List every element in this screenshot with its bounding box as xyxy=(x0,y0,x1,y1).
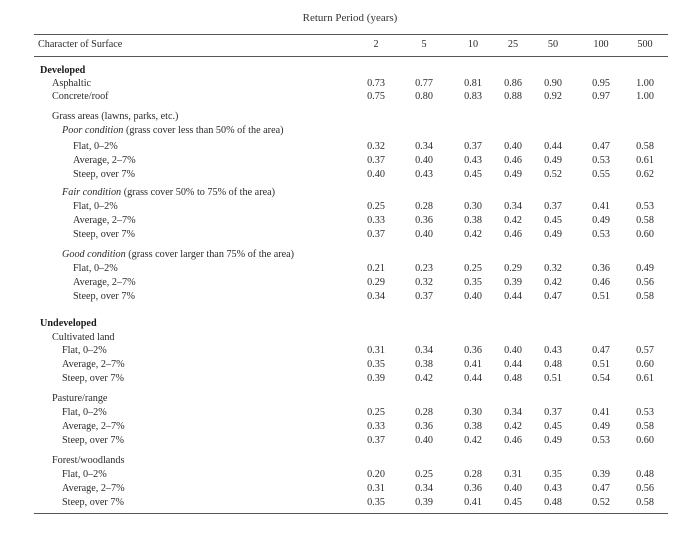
table-cell: 0.58 xyxy=(636,497,654,508)
row-label: Average, 2–7% xyxy=(73,277,136,288)
table-cell: 0.58 xyxy=(636,291,654,302)
table-cell: 0.49 xyxy=(636,263,654,274)
table-cell: 0.43 xyxy=(544,483,562,494)
table-cell: 0.39 xyxy=(592,469,610,480)
table-cell: 0.34 xyxy=(367,291,385,302)
table-row xyxy=(0,77,700,91)
header-period: 25 xyxy=(507,39,519,50)
table-cell: 0.37 xyxy=(367,155,385,166)
group-label-row xyxy=(0,186,700,200)
row-label: Flat, 0–2% xyxy=(62,345,107,356)
table-cell: 0.36 xyxy=(464,483,482,494)
table-cell: 0.42 xyxy=(464,229,482,240)
table-cell: 0.51 xyxy=(592,291,610,302)
table-cell: 0.31 xyxy=(367,483,385,494)
bottom-rule xyxy=(34,513,668,514)
section-heading-row xyxy=(0,64,700,78)
table-cell: 0.49 xyxy=(544,229,562,240)
table-cell: 0.46 xyxy=(504,435,522,446)
table-row xyxy=(0,154,700,168)
table-cell: 0.56 xyxy=(636,277,654,288)
table-caption: Return Period (years) xyxy=(302,12,398,24)
condition-description: (grass cover 50% to 75% of the area) xyxy=(121,187,276,198)
row-label: Steep, over 7% xyxy=(73,229,135,240)
table-cell: 0.57 xyxy=(636,345,654,356)
table-cell: 0.83 xyxy=(464,91,482,102)
table-cell: 0.35 xyxy=(464,277,482,288)
table-cell: 0.41 xyxy=(464,359,482,370)
table-cell: 0.42 xyxy=(504,421,522,432)
table-cell: 0.60 xyxy=(636,435,654,446)
table-cell: 0.58 xyxy=(636,421,654,432)
table-cell: 0.28 xyxy=(464,469,482,480)
table-cell: 0.34 xyxy=(504,201,522,212)
table-cell: 0.53 xyxy=(592,435,610,446)
table-row xyxy=(0,200,700,214)
group-label-row xyxy=(0,124,700,138)
table-cell: 0.40 xyxy=(504,345,522,356)
table-cell: 0.56 xyxy=(636,483,654,494)
table-row xyxy=(0,90,700,104)
table-cell: 0.52 xyxy=(544,169,562,180)
table-cell: 0.40 xyxy=(464,291,482,302)
table-cell: 0.44 xyxy=(504,291,522,302)
table-cell: 1.00 xyxy=(636,91,654,102)
table-cell: 0.51 xyxy=(592,359,610,370)
table-cell: 0.49 xyxy=(592,421,610,432)
table-cell: 0.39 xyxy=(504,277,522,288)
table-cell: 0.43 xyxy=(464,155,482,166)
table-row xyxy=(0,168,700,182)
table-cell: 0.31 xyxy=(367,345,385,356)
condition-name: Fair condition xyxy=(62,187,122,198)
table-cell: 0.47 xyxy=(592,483,610,494)
section-heading: Undeveloped xyxy=(40,318,97,329)
condition-name: Poor condition xyxy=(62,125,124,136)
row-label: Steep, over 7% xyxy=(73,291,135,302)
table-cell: 0.58 xyxy=(636,141,654,152)
table-cell: 0.48 xyxy=(636,469,654,480)
table-cell: 0.53 xyxy=(636,201,654,212)
group-label-row xyxy=(0,392,700,406)
table-row xyxy=(0,372,700,386)
table-cell: 0.80 xyxy=(415,91,433,102)
table-cell: 0.44 xyxy=(464,373,482,384)
row-label: Average, 2–7% xyxy=(73,155,136,166)
table-row xyxy=(0,434,700,448)
table-cell: 0.53 xyxy=(592,229,610,240)
table-cell: 0.40 xyxy=(415,229,433,240)
row-label: Average, 2–7% xyxy=(73,215,136,226)
row-label: Average, 2–7% xyxy=(62,359,125,370)
table-cell: 0.34 xyxy=(415,141,433,152)
row-label: Flat, 0–2% xyxy=(73,263,118,274)
group-label-row xyxy=(0,331,700,345)
table-cell: 0.40 xyxy=(415,155,433,166)
table-cell: 0.37 xyxy=(367,229,385,240)
condition-name: Good condition xyxy=(62,249,126,260)
table-cell: 0.21 xyxy=(367,263,385,274)
table-cell: 0.54 xyxy=(592,373,610,384)
table-cell: 0.48 xyxy=(504,373,522,384)
condition-label xyxy=(62,186,275,200)
table-row xyxy=(0,290,700,304)
table-row xyxy=(0,344,700,358)
table-cell: 0.34 xyxy=(415,483,433,494)
table-cell: 0.40 xyxy=(415,435,433,446)
row-label: Flat, 0–2% xyxy=(62,407,107,418)
table-cell: 0.45 xyxy=(544,215,562,226)
table-cell: 0.46 xyxy=(504,229,522,240)
table-cell: 0.37 xyxy=(464,141,482,152)
row-label: Steep, over 7% xyxy=(62,497,124,508)
table-cell: 0.47 xyxy=(592,141,610,152)
header-period: 5 xyxy=(421,39,427,50)
table-cell: 0.47 xyxy=(592,345,610,356)
table-cell: 0.47 xyxy=(544,291,562,302)
table-row xyxy=(0,276,700,290)
table-cell: 0.41 xyxy=(592,407,610,418)
table-row xyxy=(0,406,700,420)
table-cell: 0.25 xyxy=(367,407,385,418)
table-cell: 0.43 xyxy=(415,169,433,180)
table-cell: 0.32 xyxy=(367,141,385,152)
group-label-row xyxy=(0,110,700,124)
table-cell: 0.25 xyxy=(415,469,433,480)
table-cell: 0.37 xyxy=(367,435,385,446)
group-label-row xyxy=(0,248,700,262)
table-cell: 0.34 xyxy=(415,345,433,356)
table-cell: 0.52 xyxy=(592,497,610,508)
condition-description: (grass cover larger than 75% of the area) xyxy=(125,249,295,260)
group-label: Pasture/range xyxy=(52,393,108,404)
table-row xyxy=(0,420,700,434)
table-cell: 0.25 xyxy=(367,201,385,212)
table-cell: 0.33 xyxy=(367,421,385,432)
header-row xyxy=(0,38,700,52)
row-label: Steep, over 7% xyxy=(73,169,135,180)
header-period: 10 xyxy=(467,39,479,50)
table-cell: 0.40 xyxy=(504,141,522,152)
table-cell: 0.37 xyxy=(415,291,433,302)
table-cell: 0.31 xyxy=(504,469,522,480)
table-row xyxy=(0,262,700,276)
header-period: 50 xyxy=(547,39,559,50)
table-cell: 0.37 xyxy=(544,407,562,418)
table-cell: 0.41 xyxy=(464,497,482,508)
table-cell: 0.43 xyxy=(544,345,562,356)
table-cell: 0.29 xyxy=(367,277,385,288)
row-label: Average, 2–7% xyxy=(62,421,125,432)
table-cell: 0.58 xyxy=(636,215,654,226)
row-label: Flat, 0–2% xyxy=(73,141,118,152)
table-cell: 0.39 xyxy=(415,497,433,508)
table-cell: 0.48 xyxy=(544,497,562,508)
table-cell: 0.20 xyxy=(367,469,385,480)
row-label: Flat, 0–2% xyxy=(62,469,107,480)
table-cell: 0.51 xyxy=(544,373,562,384)
group-label: Forest/woodlands xyxy=(52,455,125,466)
table-cell: 0.60 xyxy=(636,229,654,240)
group-label: Grass areas (lawns, parks, etc.) xyxy=(52,111,179,122)
table-cell: 1.00 xyxy=(636,78,654,89)
header-label: Character of Surface xyxy=(38,39,123,50)
table-cell: 0.38 xyxy=(464,421,482,432)
table-cell: 0.92 xyxy=(544,91,562,102)
group-label-row xyxy=(0,454,700,468)
table-cell: 0.77 xyxy=(415,78,433,89)
table-cell: 0.32 xyxy=(415,277,433,288)
header-rule xyxy=(34,56,668,57)
table-cell: 0.42 xyxy=(464,435,482,446)
table-cell: 0.38 xyxy=(415,359,433,370)
table-cell: 0.23 xyxy=(415,263,433,274)
table-cell: 0.95 xyxy=(592,78,610,89)
table-cell: 0.35 xyxy=(367,359,385,370)
table-cell: 0.48 xyxy=(544,359,562,370)
table-cell: 0.42 xyxy=(504,215,522,226)
table-cell: 0.29 xyxy=(504,263,522,274)
table-cell: 0.45 xyxy=(504,497,522,508)
table-cell: 0.49 xyxy=(544,155,562,166)
table-cell: 0.97 xyxy=(592,91,610,102)
table-cell: 0.53 xyxy=(592,155,610,166)
row-label: Concrete/roof xyxy=(52,91,109,102)
table-cell: 0.32 xyxy=(544,263,562,274)
table-cell: 0.46 xyxy=(504,155,522,166)
table-cell: 0.37 xyxy=(544,201,562,212)
section-heading: Developed xyxy=(40,65,86,76)
header-period: 2 xyxy=(373,39,379,50)
table-cell: 0.60 xyxy=(636,359,654,370)
header-period: 500 xyxy=(637,39,653,50)
table-cell: 0.45 xyxy=(544,421,562,432)
table-cell: 0.61 xyxy=(636,155,654,166)
table-cell: 0.61 xyxy=(636,373,654,384)
table-cell: 0.73 xyxy=(367,78,385,89)
table-cell: 0.40 xyxy=(504,483,522,494)
table-cell: 0.49 xyxy=(504,169,522,180)
table-cell: 0.36 xyxy=(415,421,433,432)
table-cell: 0.39 xyxy=(367,373,385,384)
table-cell: 0.81 xyxy=(464,78,482,89)
table-cell: 0.44 xyxy=(504,359,522,370)
table-cell: 0.49 xyxy=(592,215,610,226)
row-label: Flat, 0–2% xyxy=(73,201,118,212)
header-period: 100 xyxy=(593,39,609,50)
table-cell: 0.36 xyxy=(464,345,482,356)
table-row xyxy=(0,214,700,228)
table-cell: 0.53 xyxy=(636,407,654,418)
table-cell: 0.34 xyxy=(504,407,522,418)
table-cell: 0.44 xyxy=(544,141,562,152)
table-cell: 0.28 xyxy=(415,201,433,212)
table-cell: 0.45 xyxy=(464,169,482,180)
table-row xyxy=(0,228,700,242)
table-cell: 0.40 xyxy=(367,169,385,180)
row-label: Asphaltic xyxy=(52,78,92,89)
table-cell: 0.25 xyxy=(464,263,482,274)
table-row xyxy=(0,140,700,154)
condition-description: (grass cover less than 50% of the area) xyxy=(123,125,284,136)
table-row xyxy=(0,496,700,510)
condition-label xyxy=(62,248,294,262)
table-row xyxy=(0,468,700,482)
table-cell: 0.86 xyxy=(504,78,522,89)
table-cell: 0.28 xyxy=(415,407,433,418)
table-cell: 0.36 xyxy=(415,215,433,226)
table-cell: 0.42 xyxy=(544,277,562,288)
table-cell: 0.41 xyxy=(592,201,610,212)
table-cell: 0.42 xyxy=(415,373,433,384)
table-cell: 0.36 xyxy=(592,263,610,274)
top-rule xyxy=(34,34,668,35)
table-cell: 0.90 xyxy=(544,78,562,89)
row-label: Steep, over 7% xyxy=(62,435,124,446)
table-row xyxy=(0,358,700,372)
table-cell: 0.46 xyxy=(592,277,610,288)
table-cell: 0.33 xyxy=(367,215,385,226)
table-cell: 0.75 xyxy=(367,91,385,102)
row-label: Average, 2–7% xyxy=(62,483,125,494)
table-cell: 0.62 xyxy=(636,169,654,180)
table-cell: 0.38 xyxy=(464,215,482,226)
table-cell: 0.88 xyxy=(504,91,522,102)
table-cell: 0.30 xyxy=(464,201,482,212)
table-cell: 0.35 xyxy=(544,469,562,480)
table-cell: 0.35 xyxy=(367,497,385,508)
group-label: Cultivated land xyxy=(52,332,115,343)
table-cell: 0.30 xyxy=(464,407,482,418)
condition-label xyxy=(62,124,284,138)
row-label: Steep, over 7% xyxy=(62,373,124,384)
table-row xyxy=(0,482,700,496)
section-heading-row xyxy=(0,317,700,331)
table-cell: 0.55 xyxy=(592,169,610,180)
table-cell: 0.49 xyxy=(544,435,562,446)
